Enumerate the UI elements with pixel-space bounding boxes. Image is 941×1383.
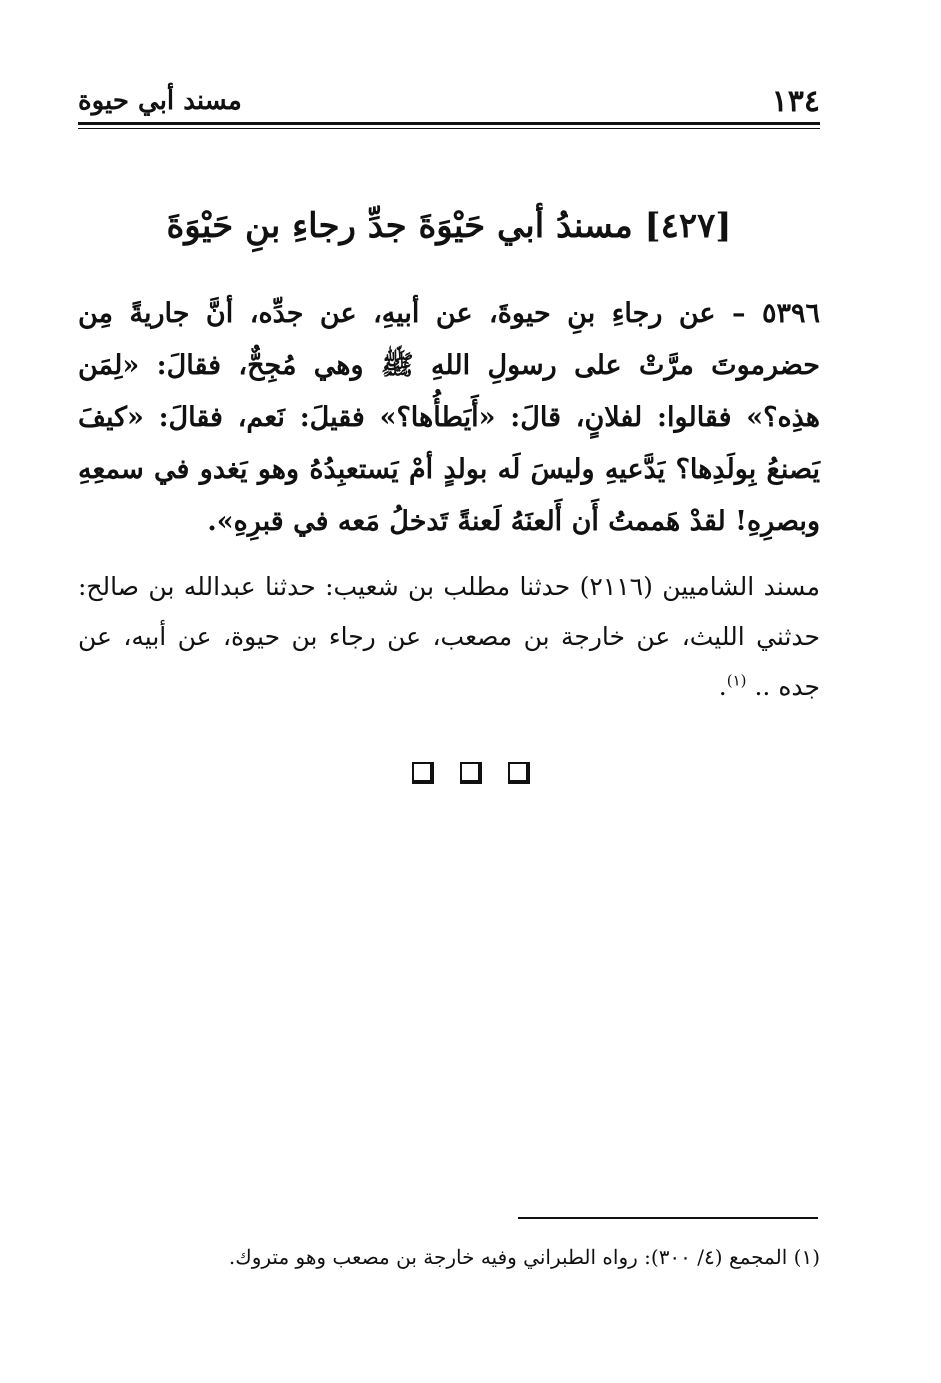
header-rule-thin <box>78 128 820 129</box>
box-ornament-icon <box>508 762 530 784</box>
section-heading: [٤٢٧] مسندُ أبي حَيْوَةَ جدِّ رجاءِ بنِ حَيْوَةَ <box>166 206 732 246</box>
box-ornament-icon <box>460 762 482 784</box>
page-header <box>78 80 820 122</box>
source-period: . <box>718 672 727 701</box>
hadith-text: – عن رجاءِ بنِ حيوةَ، عن أبيهِ، عن جدِّه، أنَّ جاريةً مِن حضرموتَ مرَّتْ على رسولِ اللهِ ﷺ وهي مُجِحٌّ، فقالَ: «لِمَن هذِه؟» فقالوا: لفلانٍ، قالَ: «أَيَطأُها؟» فقيلَ: نَعم، فقالَ: «كيفَ يَصنعُ بِولَدِها؟ يَدَّعيهِ وليسَ لَه بولدٍ أمْ يَستعبِدُهُ وهو يَغدو في سمعِهِ وبصرِهِ! لقدْ هَممتُ أَن أَلعنَهُ لَعنةً تَدخلُ مَعه في قبرِهِ». <box>78 298 820 537</box>
box-ornament-icon <box>412 762 434 784</box>
footnote: (١) المجمع (٤/ ٣٠٠): رواه الطبراني وفيه خارجة بن مصعب وهو متروك. <box>228 1245 820 1269</box>
page-number: ١٣٤ <box>771 84 820 119</box>
footnote-reference: (١) <box>726 671 747 690</box>
running-title: مسند أبي حيوة <box>78 86 242 116</box>
footnote-rule <box>518 1217 818 1219</box>
header-rule-thick <box>78 122 820 125</box>
section-separator <box>0 762 941 784</box>
source-citation <box>78 562 820 712</box>
source-text: مسند الشاميين (٢١١٦) حدثنا مطلب بن شعيب: حدثنا عبدالله بن صالح: حدثني الليث، عن خارجة بن مصعب، عن رجاء بن حيوة، عن أبيه، عن جده .. <box>78 572 821 701</box>
hadith-paragraph <box>78 288 820 548</box>
hadith-number: ٥٣٩٦ <box>761 298 820 329</box>
